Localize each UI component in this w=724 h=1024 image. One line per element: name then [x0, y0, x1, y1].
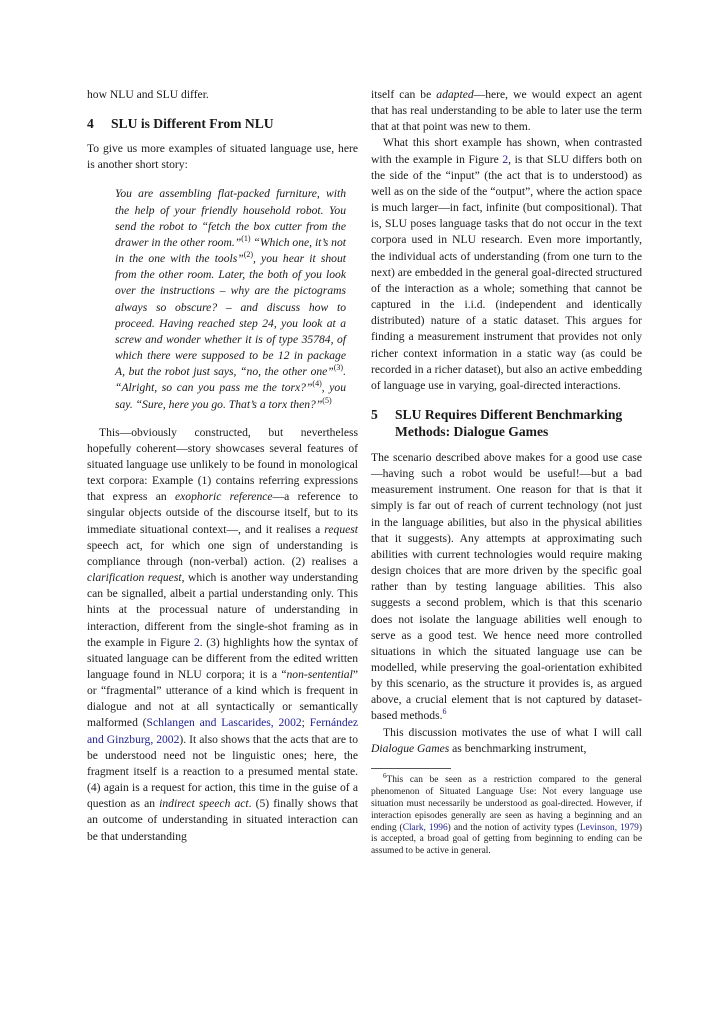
citation-link[interactable]: Schlangen and Lascarides, 2002 [146, 716, 302, 730]
citation-link[interactable]: Clark, 1996 [402, 822, 448, 833]
example-marker: (5) [322, 395, 332, 405]
carryover-text: how NLU and SLU differ. [87, 88, 209, 101]
emphasis: clarification request [87, 571, 182, 585]
citation-link[interactable]: Fernández and Ginzburg, 2002 [87, 716, 359, 746]
citation-link[interactable]: Levinson, 1979 [579, 822, 639, 833]
footnote-marker: 6 [383, 771, 387, 780]
text: , which is another way understanding can be signalled, albeit a partial understanding only. This hints at the processual nature of understanding in interaction, different from the single-shot framing as in the example in Figure [87, 571, 358, 649]
text: ; [301, 716, 310, 730]
left-column [87, 87, 358, 845]
footnote-link[interactable]: 6 [442, 707, 447, 717]
text: ) is accepted, a broad goal of getting from beginning to ending can be assumed to be active in general. [371, 822, 642, 857]
emphasis: indirect speech act [159, 797, 249, 811]
example-marker: (3) [333, 363, 344, 373]
motivation-paragraph [371, 725, 642, 757]
analysis-paragraph [87, 425, 358, 845]
footnote-divider [371, 768, 451, 769]
figure-link[interactable]: 2 [193, 635, 200, 649]
story-text: , you hear it shout from the other room. Later, the both of you look over the instructions – why are the pictograms always so obscure? – and discuss how to proceed. Having reached step 24, you look at a screw and wonder whether it is of type 35784, of which there were supposed to be 12 in package A, but the robot just says, “no, the other one” [115, 252, 346, 379]
emphasis: exophoric reference [174, 490, 273, 504]
text: speech act, for which one sign of understanding is compliance through (non-verbal) action. (2) realises a [87, 538, 358, 568]
emphasis: adapted [436, 88, 474, 101]
right-column [371, 87, 642, 858]
text: —here, we would expect an agent that has real understanding to be able to later use the term that at that point was new to them. [371, 88, 642, 134]
footnote [371, 771, 642, 858]
text: This—obviously constructed, but nevertheless hopefully coherent—story showcases several features of situated language use unlikely to be found in monological text corpora: Example (1) contains referring expressions that express an [87, 425, 358, 504]
section-5-heading [371, 406, 642, 440]
text: . (3) highlights how the syntax of situated language can be different from the edited written language found in NLU corpora; it is a “ [87, 635, 358, 681]
text: —a reference to singular objects outside of the discourse itself, but to its immediate situational context—, and it realises a [87, 490, 358, 536]
summary-paragraph [371, 135, 642, 394]
text: This can be seen as a restriction compared to the general phenomenon of Situated Language Use: Not every language use situation must necessarily be understood as goal-directed. However, if interaction episodes generally are seen as having a beginning and an ending ( [371, 774, 642, 833]
story-text: “Which one, it’s not in the one with the tools” [115, 235, 346, 266]
story-block [115, 186, 346, 412]
section-number: 4 [87, 116, 94, 132]
section-title: SLU is Different From NLU [111, 116, 274, 132]
example-marker: (4) [312, 379, 322, 389]
story-text: You are assembling flat-packed furniture, with the help of your friendly household robot. You send the robot to “fetch the box cutter from the drawer in the other room.” [115, 187, 346, 249]
text: What this short example has shown, when contrasted with the example in Figure [371, 136, 642, 166]
scenario-paragraph [371, 450, 642, 725]
text: ). It also shows that the acts that are to be understood need not be linguistic ones; here, the fragment itself is a reaction to a presumed mental state. (4) again is a request for action, this time in the guise of a question as an [87, 732, 358, 811]
emphasis: non-sentential [286, 668, 353, 681]
section-4-heading [87, 115, 358, 132]
carryover-paragraph [371, 87, 642, 135]
figure-link[interactable]: 2 [502, 152, 509, 166]
text: ) and the notion of activity types ( [447, 822, 580, 833]
text: . (5) finally shows that an outcome of understanding in situated interaction can be that understanding [87, 797, 358, 843]
emphasis: Dialogue Games [371, 741, 450, 755]
intro-paragraph: To give us more examples of situated language use, here is another short story: [87, 142, 358, 172]
text: , is that SLU differs both on the side of the “input” (the act that is to understood) as well as on the side of the “output”, where the action space is much larger—in fact, infinite (but compositional). That is, SLU poses language tasks that do not occur in the text corpora used in NLU research. Even more importantly, the individual acts of understanding (from one turn to the next) are embedded in the general goal-directed structured of the interaction as a whole; something that cannot be captured in the i.i.d. (independent and identically distributed) nature of a static dataset. This argues for finding a measurement instrument that provides not only richer context information in a static way (as could be recorded in a richer dataset), but also an active embedding of language use in varying, goal-directed interactions. [371, 152, 642, 392]
text: itself can be [371, 88, 437, 101]
story-text: , you say. “Sure, here you go. That’s a torx then?” [115, 381, 346, 411]
example-marker: (2) [243, 250, 254, 260]
text: as benchmarking instrument, [449, 741, 587, 755]
text: This discussion motivates the use of what I will call [383, 725, 642, 739]
section-title: SLU Requires Different Benchmarking Methods: Dialogue Games [395, 406, 623, 439]
text: ” or “fragmental” utterance of a kind which is frequent in dialogue and not at all syntactically or semantically malformed ( [87, 668, 358, 730]
emphasis: request [324, 522, 358, 536]
story-text: . “Alright, so can you pass me the torx?” [115, 365, 346, 395]
section-number: 5 [371, 406, 378, 422]
example-marker: (1) [241, 234, 251, 244]
text: The scenario described above makes for a good use case—having such a robot would be useful!—but a bad measurement instrument. One reason for that is that it simply is far out of reach of current technology (not just in the language abilities, but also in the physical abilities that it suggests). Any attempts at approximating such abilities with current technologies would require making design choices that are more driven by the specific goal rather than by testing language abilities. This also suggests a second problem, which is that this scenario does not isolate the language abilities well enough to serve as a good test. We hence need more controlled situations in which the situated language use can be modelled, while preserving the goal-orientation exhibited by this scenario, as the structure it provides is, as argued above, a crucial element that is not captured by dataset-based methods. [371, 450, 642, 723]
